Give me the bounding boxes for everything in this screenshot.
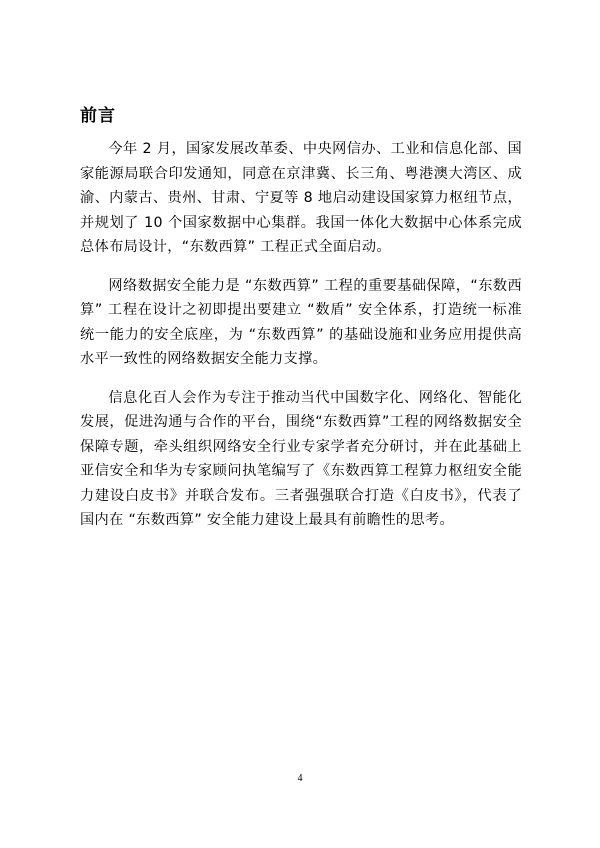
- page-number: 4: [297, 773, 303, 784]
- paragraph-3: 信息化百人会作为专注于推动当代中国数字化、网络化、智能化发展，促进沟通与合作的平台，围绕“东数西算”工程的网络数据安全保障专题，牵头组织网络安全行业专家学者充分研讨，并在此基础上亚信安全和华为专家顾问执笔编写了《东数西算工程算力枢纽安全能力建设白皮书》并联合发布。三者强强联合打造《白皮书》，代表了国内在 “东数西算” 安全能力建设上最具有前瞻性的思考。: [80, 389, 522, 528]
- body-text: [80, 137, 522, 547]
- paragraph-1: 今年 2 月，国家发展改革委、中央网信办、工业和信息化部、国家能源局联合印发通知，同意在京津冀、长三角、粤港澳大湾区、成渝、内蒙古、贵州、甘肃、宁夏等 8 地启动建设国家算力枢纽节点，并规划了 10 个国家数据中心集群。我国一体化大数据中心体系完成总体布局设计，“东数西算” 工程正式全面启动。: [80, 141, 522, 255]
- section-heading: 前言: [80, 106, 116, 126]
- paragraph-2: 网络数据安全能力是 “东数西算” 工程的重要基础保障，“东数西算” 工程在设计之初即提出要建立 “数盾” 安全体系，打造统一标准统一能力的安全底座，为 “东数西算” 的基础设施和业务应用提供高水平一致性的网络数据安全能力支撑。: [80, 277, 522, 367]
